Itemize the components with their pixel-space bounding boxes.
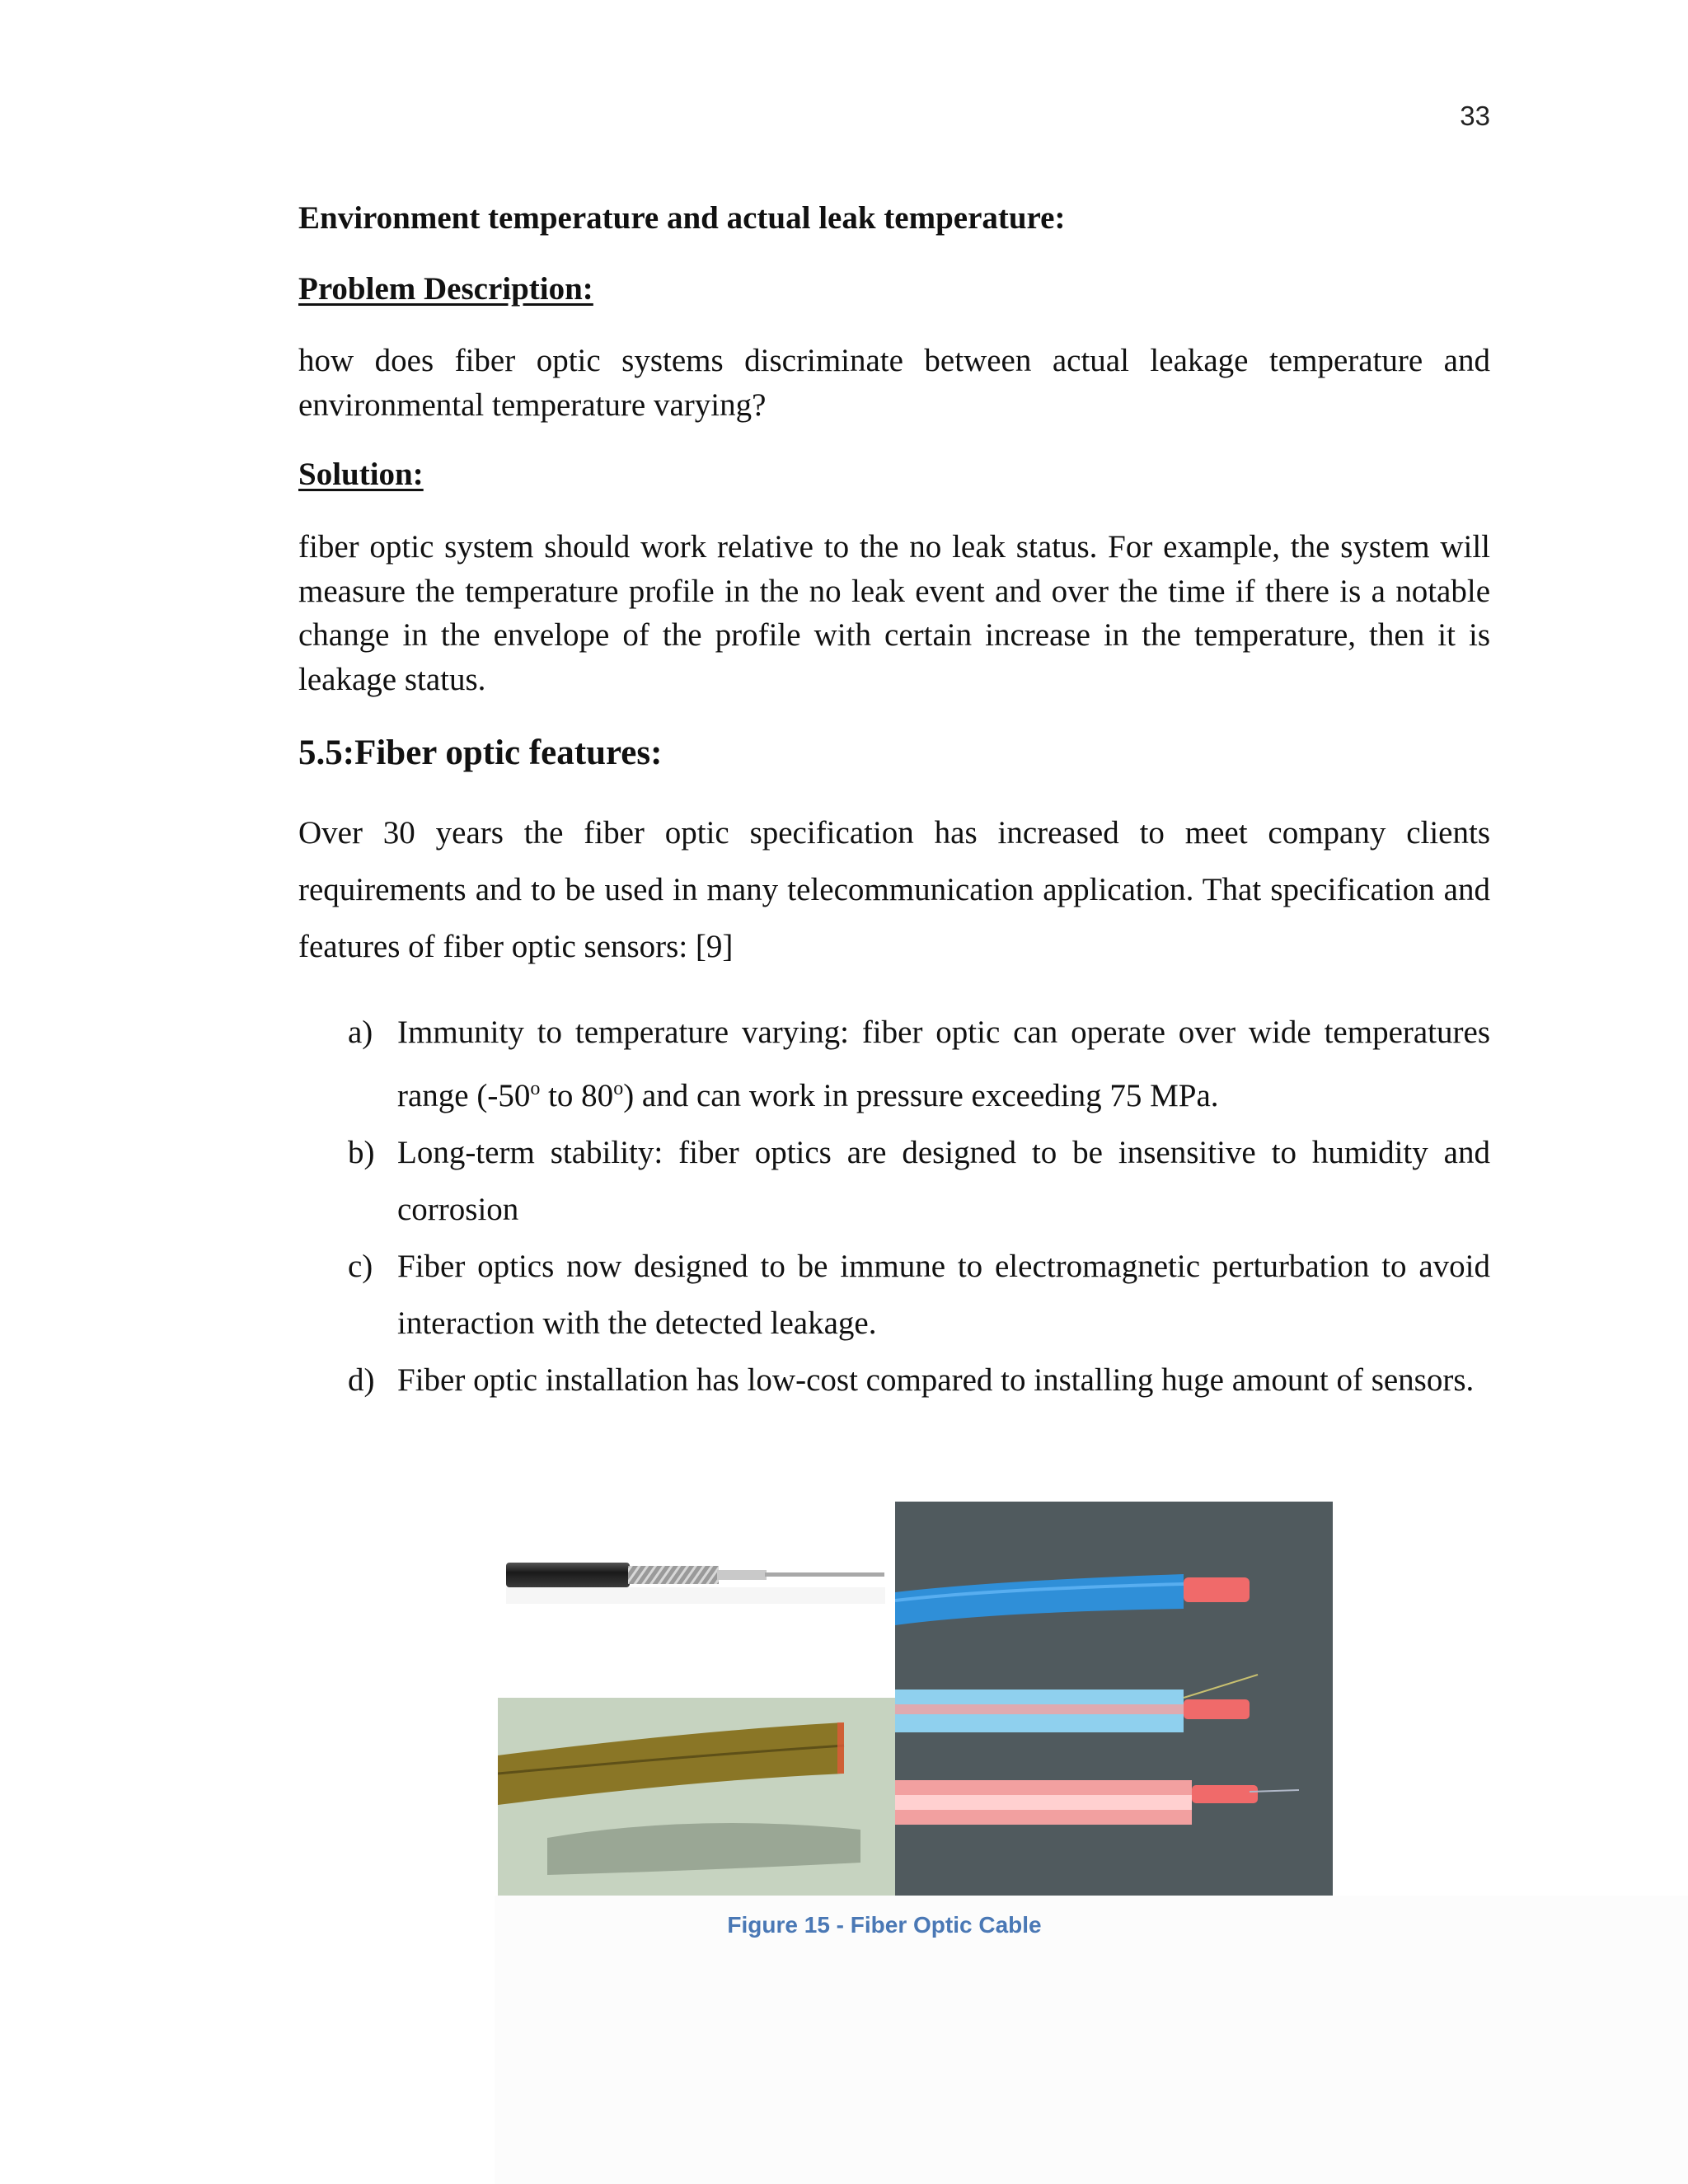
list-item-text: Long-term stability: fiber optics are designed to be insensitive to humidity and corrosion — [397, 1135, 1490, 1227]
list-marker: c) — [348, 1249, 373, 1284]
list-item — [348, 1238, 1490, 1352]
features-intro-paragraph: Over 30 years the fiber optic specification has increased to meet company clients requirements and to be used in many telecommunication application. That specification and features of fiber optic sensors: [9] — [298, 815, 1490, 964]
list-item — [348, 1124, 1490, 1238]
page-number: 33 — [1460, 101, 1490, 131]
heading-problem-description: Problem Description: — [298, 271, 593, 307]
list-item-text: Fiber optic installation has low-cost compared to installing huge amount of sensors. — [397, 1362, 1475, 1398]
page-background-shade — [495, 1896, 1688, 2184]
cables-photo-right — [895, 1502, 1333, 1896]
list-item — [348, 1352, 1490, 1408]
list-item-text: Immunity to temperature varying: fiber optic can operate over wide temperatures range (-50$^o$ to 80$^o$) and can work in pressure exceeding 75 MPa. — [397, 1015, 1490, 1113]
section-heading-fiber-optic-features: 5.5:Fiber optic features: — [298, 733, 663, 772]
fiber-optic-cable-figure — [498, 1502, 1333, 1896]
list-marker: d) — [348, 1362, 375, 1398]
list-item-text: Fiber optics now designed to be immune to electromagnetic perturbation to avoid interaction with the detected leakage. — [397, 1249, 1490, 1341]
list-marker: a) — [348, 1015, 373, 1050]
figure-caption: Figure 15 - Fiber Optic Cable — [727, 1912, 1042, 1938]
list-item — [348, 1004, 1490, 1124]
problem-paragraph: how does fiber optic systems discriminate between actual leakage temperature and environmental temperature varying? — [298, 343, 1490, 423]
heading-solution: Solution: — [298, 457, 424, 492]
ribbon-photo-bottom-left — [498, 1698, 895, 1896]
features-list — [348, 1004, 1490, 1408]
heading-environment-temperature: Environment temperature and actual leak temperature: — [298, 200, 1066, 236]
list-marker: b) — [348, 1135, 375, 1170]
solution-paragraph: fiber optic system should work relative to the no leak status. For example, the system will measure the temperature profile in the no leak event and over the time if there is a notable change in the envelope of the profile with certain increase in the temperature, then it is leakage status. — [298, 529, 1490, 697]
cable-photo-top-left — [498, 1502, 895, 1698]
